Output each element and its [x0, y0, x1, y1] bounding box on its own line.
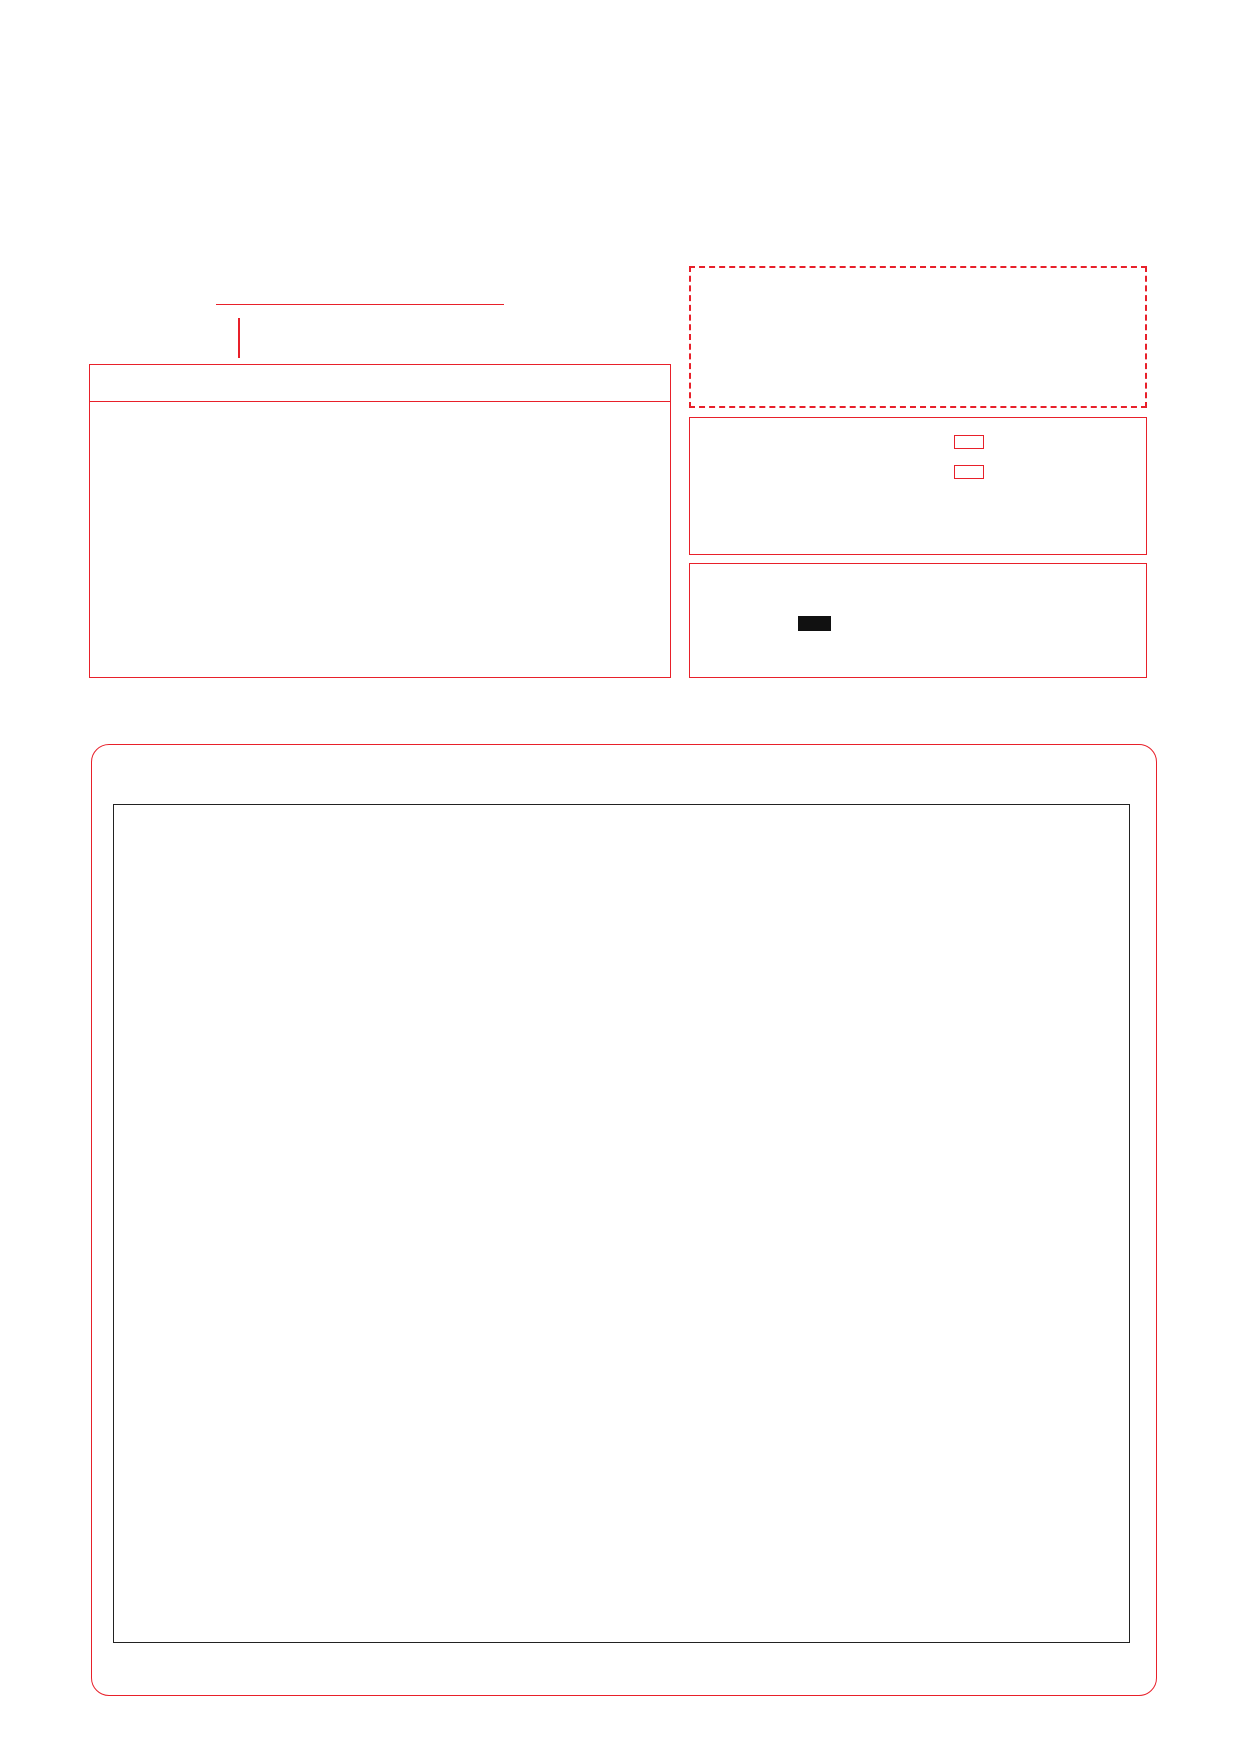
barcode-area	[689, 266, 1147, 408]
name-field[interactable]	[216, 304, 504, 305]
exam-id-boxes[interactable]	[238, 318, 240, 358]
notice-box	[89, 402, 671, 678]
fill-sample-box	[689, 563, 1147, 678]
notice-title	[89, 364, 671, 402]
multiple-choice-section	[113, 804, 1130, 1643]
violation-mark-box[interactable]	[954, 465, 984, 479]
absent-mark-box[interactable]	[954, 435, 984, 449]
correct-fill-example	[798, 616, 831, 631]
forbidden-fill-box	[689, 417, 1147, 555]
